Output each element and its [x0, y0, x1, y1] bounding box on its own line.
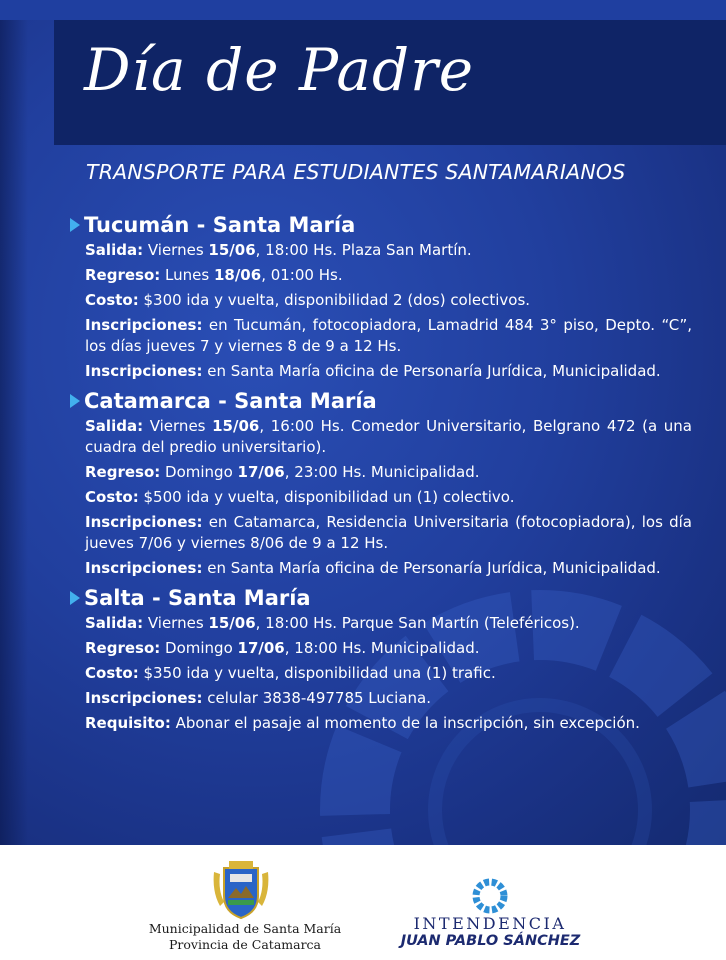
line-text: , 18:00 Hs. Municipalidad.: [284, 639, 480, 657]
line-text: Viernes: [143, 614, 209, 632]
line-label: Salida:: [85, 614, 144, 632]
line-text: Lunes: [160, 266, 214, 284]
route-section-catamarca: [70, 386, 692, 579]
line-label: Inscripciones:: [85, 559, 203, 577]
section-heading: [70, 583, 692, 613]
section-title: Tucumán - Santa María: [84, 213, 356, 237]
info-line-inscripciones: [85, 361, 692, 382]
line-text: Abonar el pasaje al momento de la inscripción, sin excepción.: [170, 714, 640, 732]
line-label: Salida:: [85, 241, 144, 259]
line-label: Regreso:: [85, 266, 161, 284]
info-line-inscripciones: [85, 315, 692, 357]
section-heading: [70, 210, 692, 240]
info-line-salida: [85, 613, 692, 634]
line-label: Inscripciones:: [85, 689, 203, 707]
line-text: en Santa María oficina de Personaría Jurídica, Municipalidad.: [202, 362, 661, 380]
line-text: $350 ida y vuelta, disponibilidad una (1) trafic.: [138, 664, 496, 682]
line-text: , 18:00 Hs. Plaza San Martín.: [255, 241, 472, 259]
route-section-salta: [70, 583, 692, 734]
line-text: celular 3838-497785 Luciana.: [202, 689, 431, 707]
line-text: , 18:00 Hs. Parque San Martín (Teleféricos).: [255, 614, 580, 632]
page-title: Día de Padre: [84, 36, 475, 104]
line-label: Inscripciones:: [85, 316, 203, 334]
section-title: Salta - Santa María: [84, 586, 311, 610]
line-text: Viernes: [143, 241, 209, 259]
line-label: Costo:: [85, 664, 139, 682]
left-edge-shadow: [0, 0, 28, 845]
info-line-requisito: [85, 713, 692, 734]
intendente-name: JUAN PABLO SÁNCHEZ: [400, 933, 581, 949]
line-date: 15/06: [208, 241, 256, 259]
line-text: $300 ida y vuelta, disponibilidad 2 (dos) colectivos.: [138, 291, 531, 309]
line-text: Domingo: [160, 463, 238, 481]
line-label: Regreso:: [85, 463, 161, 481]
info-line-salida: [85, 416, 692, 458]
top-strip: [0, 0, 726, 20]
section-title: Catamarca - Santa María: [84, 389, 377, 413]
municipality-name: Municipalidad de Santa María: [148, 921, 342, 936]
line-label: Requisito:: [85, 714, 171, 732]
triangle-arrow-icon: [70, 591, 80, 605]
line-text: , 23:00 Hs. Municipalidad.: [284, 463, 480, 481]
info-line-regreso: [85, 462, 692, 483]
line-date: 15/06: [212, 417, 260, 435]
route-list: [70, 208, 692, 738]
line-text: en Catamarca, Residencia Universitaria (fotocopiadora), los día jueves 7/06 y viernes 8/06 de 9 a 12 Hs.: [85, 513, 692, 552]
line-date: 15/06: [208, 614, 256, 632]
route-section-tucuman: [70, 210, 692, 382]
info-line-regreso: [85, 638, 692, 659]
info-line-inscripciones: [85, 688, 692, 709]
line-label: Inscripciones:: [85, 513, 203, 531]
line-text: en Santa María oficina de Personaría Jurídica, Municipalidad.: [202, 559, 661, 577]
line-text: $500 ida y vuelta, disponibilidad un (1) colectivo.: [138, 488, 515, 506]
line-label: Regreso:: [85, 639, 161, 657]
info-line-inscripciones: [85, 558, 692, 579]
footer: [0, 845, 726, 960]
line-date: 17/06: [237, 463, 285, 481]
page-subtitle: TRANSPORTE PARA ESTUDIANTES SANTAMARIANOS: [86, 160, 626, 184]
line-label: Inscripciones:: [85, 362, 203, 380]
line-text: Domingo: [160, 639, 238, 657]
line-text: , 16:00 Hs. Comedor Universitario, Belgrano 472 (a una cuadra del predio universitario).: [85, 417, 692, 456]
info-line-regreso: [85, 265, 692, 286]
info-line-inscripciones: [85, 512, 692, 554]
line-label: Salida:: [85, 417, 144, 435]
line-text: , 01:00 Hs.: [261, 266, 343, 284]
municipal-crest-icon: [210, 858, 272, 920]
section-heading: [70, 386, 692, 416]
info-line-costo: [85, 487, 692, 508]
dotted-ring-logo-icon: [470, 876, 510, 916]
triangle-arrow-icon: [70, 218, 80, 232]
intendencia-label: INTENDENCIA: [413, 914, 567, 933]
info-line-costo: [85, 663, 692, 684]
line-label: Costo:: [85, 291, 139, 309]
line-label: Costo:: [85, 488, 139, 506]
line-date: 17/06: [237, 639, 285, 657]
line-date: 18/06: [213, 266, 262, 284]
line-text: Viernes: [143, 417, 213, 435]
line-text: en Tucumán, fotocopiadora, Lamadrid 484 3° piso, Depto. “C”, los días jueves 7 y viernes 8 de 9 a 12 Hs.: [85, 316, 692, 355]
info-line-costo: [85, 290, 692, 311]
triangle-arrow-icon: [70, 394, 80, 408]
province-name: Provincia de Catamarca: [168, 937, 322, 952]
info-line-salida: [85, 240, 692, 261]
